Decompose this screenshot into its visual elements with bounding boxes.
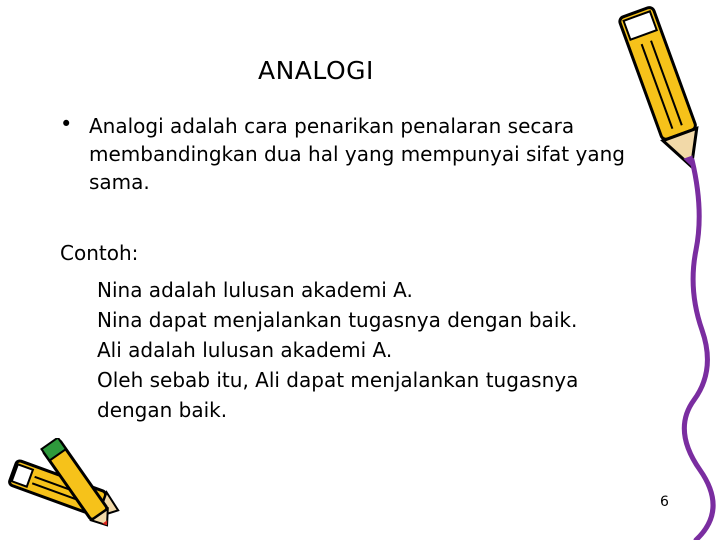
bullet-term: Analogi [89,114,164,138]
example-line: Ali adalah lulusan akademi A. [97,338,393,362]
page-number: 6 [660,494,669,510]
bullet-text [89,112,669,196]
example-line: Nina adalah lulusan akademi A. [97,278,413,302]
slide-title: ANALOGI [258,56,374,85]
example-line: Nina dapat menjalankan tugasnya dengan baik. [97,308,578,332]
example-line: Oleh sebab itu, Ali dapat menjalankan tugasnya [97,368,579,392]
example-block [97,275,637,425]
example-label: Contoh: [60,241,139,265]
bullet-marker: • [60,112,73,136]
pencils-icon [0,438,120,538]
pencil-icon [600,0,720,540]
bullet-definition: adalah cara penarikan penalaran secara membandingkan dua hal yang mempunyai sifat yang sama. [89,114,625,194]
example-line: dengan baik. [97,398,228,422]
